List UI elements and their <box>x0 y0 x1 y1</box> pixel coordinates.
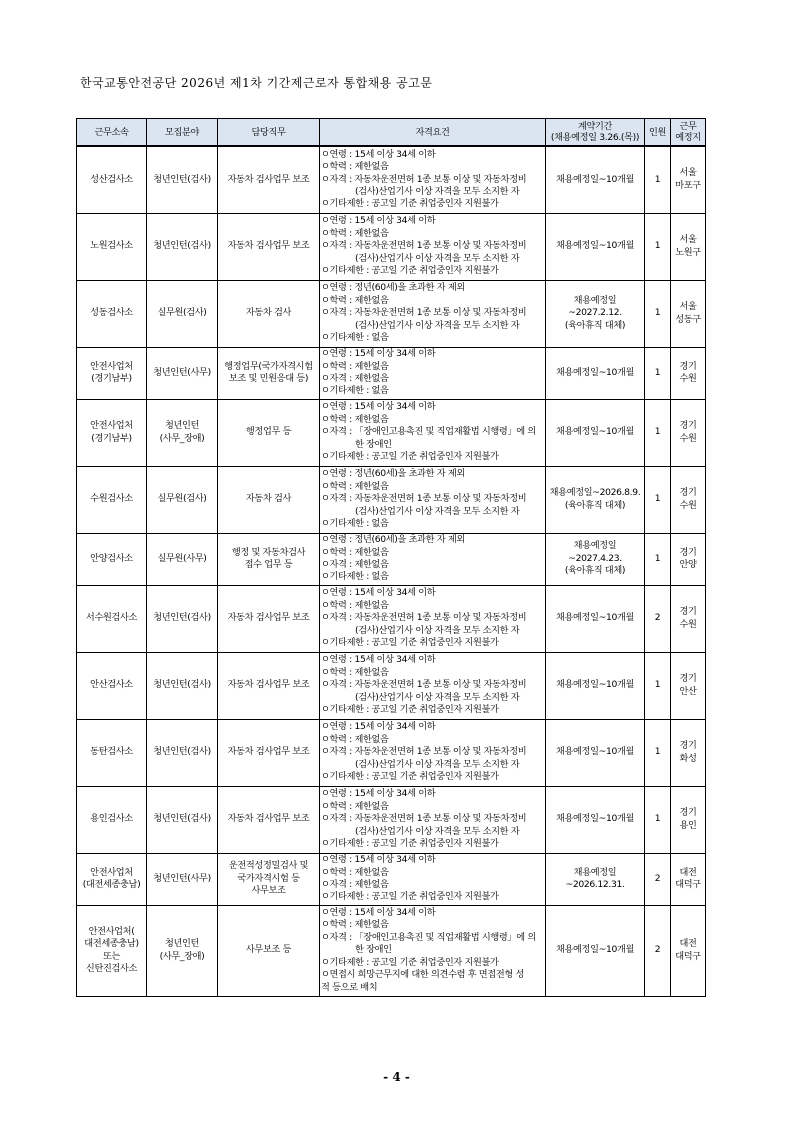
cell-location-line: 수원 <box>679 618 697 630</box>
header-duty: 담당직무 <box>218 119 320 147</box>
cell-dept-line: 수원검사소 <box>90 493 133 505</box>
recruitment-table <box>76 118 706 997</box>
cell-location-line: 경기 <box>679 420 697 432</box>
cell-requirements <box>320 652 546 719</box>
cell-dept <box>77 905 147 996</box>
cell-count: 1 <box>645 533 671 585</box>
cell-dept-line: 성동검사소 <box>90 307 133 319</box>
cell-contract <box>546 719 645 786</box>
cell-duty-line: 사무보조 <box>251 885 286 897</box>
cell-dept-line: 용인검사소 <box>90 813 133 825</box>
cell-count: 2 <box>645 905 671 996</box>
cell-duty <box>218 347 320 399</box>
cell-field <box>147 585 218 652</box>
requirement-line: ㅇ자격 : 「장애인고용촉진 및 직업재활법 시행령」에 의 <box>321 931 536 943</box>
cell-dept <box>77 280 147 347</box>
table-row <box>77 719 706 786</box>
cell-duty <box>218 905 320 996</box>
cell-field-line: 청년인턴(사무) <box>153 366 211 378</box>
cell-field-line: 청년인턴(검사) <box>153 679 211 691</box>
requirement-line: ㅇ학력 : 제한없음 <box>321 227 389 239</box>
requirement-line: (검사)산업기사 이상 자격을 모두 소지한 자 <box>355 691 520 703</box>
cell-location <box>671 213 706 280</box>
header-location-line1: 근무 <box>679 121 697 132</box>
cell-dept <box>77 786 147 853</box>
requirement-line: ㅇ기타제한 : 없음 <box>321 518 389 530</box>
cell-dept <box>77 213 147 280</box>
cell-dept-line: 안전사업처 <box>90 360 133 372</box>
requirement-line: ㅇ기타제한 : 공고일 기준 취업중인자 지원불가 <box>321 956 499 968</box>
requirement-line: ㅇ연령 : 정년(60세)을 초과한 자 제외 <box>321 282 465 294</box>
cell-dept-line: (경기남부) <box>91 432 132 444</box>
requirement-line: ㅇ자격 : 자동차운전면허 1종 보통 이상 및 자동차정비 <box>321 679 527 691</box>
cell-location-line: 경기 <box>679 487 697 499</box>
requirement-line: (검사)산업기사 이상 자격을 모두 소지한 자 <box>355 758 520 770</box>
cell-contract-line: 채용예정일~10개월 <box>555 612 634 624</box>
cell-duty-line: 자동차 검사업무 보조 <box>227 240 310 252</box>
requirement-line: ㅇ자격 : 「장애인고용촉진 및 직업재활법 시행령」에 의 <box>321 426 536 438</box>
cell-field-line: 실무원(검사) <box>157 493 207 505</box>
cell-location-line: 수원 <box>679 432 697 444</box>
cell-duty <box>218 466 320 533</box>
cell-dept <box>77 585 147 652</box>
cell-duty <box>218 786 320 853</box>
cell-field-line: 청년인턴(검사) <box>153 240 211 252</box>
requirement-line: ㅇ학력 : 제한없음 <box>321 161 389 173</box>
requirement-line: ㅇ기타제한 : 공고일 기준 취업중인자 지원불가 <box>321 838 499 850</box>
cell-count: 1 <box>645 399 671 466</box>
cell-location-line: 화성 <box>679 752 697 764</box>
table-row <box>77 347 706 399</box>
requirement-line: ㅇ자격 : 자동차운전면허 1종 보통 이상 및 자동차정비 <box>321 307 527 319</box>
requirement-line: ㅇ연령 : 15세 이상 34세 이하 <box>321 788 436 800</box>
cell-location-line: 안산 <box>679 685 697 697</box>
cell-field-line: 실무원(사무) <box>157 552 207 564</box>
requirement-line: ㅇ자격 : 자동차운전면허 1종 보통 이상 및 자동차정비 <box>321 612 527 624</box>
requirement-line: ㅇ기타제한 : 공고일 기준 취업중인자 지원불가 <box>321 451 499 463</box>
cell-duty-line: 자동차 검사업무 보조 <box>227 813 310 825</box>
cell-location-line: 서울 <box>679 167 697 179</box>
header-location-line2: 예정지 <box>675 132 701 143</box>
requirement-line: ㅇ연령 : 15세 이상 34세 이하 <box>321 148 436 160</box>
requirement-line: ㅇ연령 : 15세 이상 34세 이하 <box>321 401 436 413</box>
cell-location-line: 서울 <box>679 301 697 313</box>
cell-contract-line: (육아휴직 대체) <box>564 319 626 331</box>
header-count: 인원 <box>645 119 671 147</box>
requirement-line: ㅇ기타제한 : 공고일 기준 취업중인자 지원불가 <box>321 265 499 277</box>
cell-requirements <box>320 280 546 347</box>
cell-dept <box>77 146 147 213</box>
header-location <box>671 119 706 147</box>
cell-location-line: 서울 <box>679 234 697 246</box>
requirement-line: ㅇ자격 : 자동차운전면허 1종 보통 이상 및 자동차정비 <box>321 813 527 825</box>
requirement-line: ㅇ자격 : 자동차운전면허 1종 보통 이상 및 자동차정비 <box>321 746 527 758</box>
page-number: - 4 - <box>383 1070 410 1084</box>
cell-dept <box>77 853 147 905</box>
cell-count: 1 <box>645 652 671 719</box>
cell-location-line: 경기 <box>679 807 697 819</box>
cell-dept-line: 안전사업처( <box>88 925 135 937</box>
cell-count: 1 <box>645 466 671 533</box>
table-row <box>77 146 706 213</box>
cell-location-line: 수원 <box>679 373 697 384</box>
cell-requirements <box>320 146 546 213</box>
requirement-line: 적 등으로 배치 <box>321 981 378 993</box>
cell-contract <box>546 146 645 213</box>
cell-dept <box>77 533 147 585</box>
requirement-line: ㅇ학력 : 제한없음 <box>321 480 389 492</box>
cell-contract <box>546 853 645 905</box>
cell-contract <box>546 280 645 347</box>
cell-field-line: (사무_장애) <box>159 950 205 962</box>
cell-field-line: 실무원(검사) <box>157 307 207 319</box>
cell-dept-line: 안양검사소 <box>90 552 133 564</box>
requirement-line: ㅇ자격 : 자동차운전면허 1종 보통 이상 및 자동차정비 <box>321 240 527 252</box>
requirement-line: (검사)산업기사 이상 자격을 모두 소지한 자 <box>355 505 520 517</box>
requirement-line: (검사)산업기사 이상 자격을 모두 소지한 자 <box>355 624 520 636</box>
cell-field <box>147 280 218 347</box>
cell-requirements <box>320 905 546 996</box>
header-dept: 근무소속 <box>77 119 147 147</box>
cell-location <box>671 853 706 905</box>
cell-duty-line: 자동차 검사업무 보조 <box>227 746 310 758</box>
cell-field <box>147 466 218 533</box>
cell-contract-line: 채용예정일~10개월 <box>555 426 634 438</box>
table-row <box>77 853 706 905</box>
cell-duty-line: 자동차 검사업무 보조 <box>227 679 310 691</box>
cell-location <box>671 719 706 786</box>
cell-count: 1 <box>645 347 671 399</box>
cell-dept-line: 성산검사소 <box>90 173 133 185</box>
cell-field <box>147 213 218 280</box>
cell-contract <box>546 905 645 996</box>
requirement-line: ㅇ자격 : 제한없음 <box>321 373 389 384</box>
cell-location <box>671 347 706 399</box>
cell-field-line: 청년인턴 <box>164 938 200 950</box>
requirement-line: ㅇ학력 : 제한없음 <box>321 866 389 878</box>
requirement-line: ㅇ학력 : 제한없음 <box>321 666 389 678</box>
cell-field-line: (사무_장애) <box>159 432 205 444</box>
cell-location-line: 대덕구 <box>675 950 701 962</box>
cell-location-line: 경기 <box>679 606 697 618</box>
cell-location-line: 대전 <box>679 938 697 950</box>
requirement-line: ㅇ기타제한 : 없음 <box>321 571 389 583</box>
requirement-line: ㅇ학력 : 제한없음 <box>321 919 389 931</box>
table-row <box>77 280 706 347</box>
requirement-line: 한 장애인 <box>355 944 392 956</box>
cell-dept <box>77 399 147 466</box>
cell-duty-line: 사무보조 등 <box>245 944 292 956</box>
requirement-line: ㅇ연령 : 15세 이상 34세 이하 <box>321 907 436 919</box>
requirement-line: ㅇ연령 : 정년(60세)을 초과한 자 제외 <box>321 534 465 546</box>
cell-field-line: 청년인턴(사무) <box>153 872 211 884</box>
cell-dept-line: 또는 <box>102 950 121 962</box>
cell-location-line: 경기 <box>679 673 697 685</box>
requirement-line: ㅇ자격 : 제한없음 <box>321 879 389 890</box>
requirement-line: ㅇ학력 : 제한없음 <box>321 413 389 425</box>
cell-field-line: 청년인턴(검사) <box>153 746 211 758</box>
cell-dept <box>77 466 147 533</box>
requirement-line: ㅇ연령 : 15세 이상 34세 이하 <box>321 854 436 866</box>
requirement-line: ㅇ자격 : 자동차운전면허 1종 보통 이상 및 자동차정비 <box>321 493 527 505</box>
cell-duty-line: 행정업무 등 <box>245 426 292 438</box>
requirement-line: (검사)산업기사 이상 자격을 모두 소지한 자 <box>355 825 520 837</box>
requirement-line: ㅇ연령 : 15세 이상 34세 이하 <box>321 587 436 599</box>
cell-location-line: 마포구 <box>675 179 701 191</box>
requirement-line: ㅇ학력 : 제한없음 <box>321 599 389 611</box>
table-row <box>77 466 706 533</box>
cell-location <box>671 399 706 466</box>
cell-dept <box>77 719 147 786</box>
cell-contract-line: 채용예정일~10개월 <box>555 679 634 691</box>
cell-contract <box>546 213 645 280</box>
cell-field <box>147 719 218 786</box>
requirement-line: ㅇ기타제한 : 공고일 기준 취업중인자 지원불가 <box>321 198 499 210</box>
cell-contract-line: 채용예정일~2026.12.31. <box>565 866 625 890</box>
cell-contract-line: 채용예정일~10개월 <box>555 366 634 378</box>
requirement-line: ㅇ연령 : 15세 이상 34세 이하 <box>321 348 436 360</box>
cell-dept-line: (경기남부) <box>91 373 132 384</box>
cell-location <box>671 533 706 585</box>
cell-field <box>147 533 218 585</box>
table-row <box>77 533 706 585</box>
requirement-line: ㅇ기타제한 : 공고일 기준 취업중인자 지원불가 <box>321 891 499 903</box>
requirement-line: ㅇ학력 : 제한없음 <box>321 546 389 558</box>
header-field: 모집분야 <box>147 119 218 147</box>
table-row <box>77 585 706 652</box>
header-contract-line2: (채용예정일 3.26.(목)) <box>550 132 640 143</box>
cell-contract-line: (육아휴직 대체) <box>564 565 626 577</box>
cell-duty-line: 운전적성정밀검사 및 <box>228 860 309 872</box>
cell-requirements <box>320 786 546 853</box>
requirement-line: ㅇ학력 : 제한없음 <box>321 800 389 812</box>
cell-duty-line: 국가자격시험 등 <box>237 872 300 884</box>
cell-count: 1 <box>645 280 671 347</box>
cell-contract <box>546 533 645 585</box>
cell-duty-line: 자동차 검사업무 보조 <box>227 173 310 185</box>
cell-requirements <box>320 585 546 652</box>
requirement-line: ㅇ기타제한 : 공고일 기준 취업중인자 지원불가 <box>321 704 499 716</box>
cell-contract-line: 채용예정일~2027.4.23. <box>568 540 622 564</box>
cell-dept-line: (대전세종충남) <box>82 879 141 890</box>
cell-duty <box>218 853 320 905</box>
cell-field <box>147 786 218 853</box>
requirement-line: ㅇ기타제한 : 없음 <box>321 385 389 397</box>
cell-dept-line: 안전사업처 <box>90 420 133 432</box>
header-requirements: 자격요건 <box>320 119 546 147</box>
requirement-line: ㅇ기타제한 : 없음 <box>321 332 389 344</box>
cell-contract <box>546 347 645 399</box>
cell-dept-line: 신탄진검사소 <box>85 962 138 974</box>
cell-location-line: 수원 <box>679 499 697 511</box>
cell-field-line: 청년인턴(검사) <box>153 813 211 825</box>
cell-contract-line: 채용예정일~10개월 <box>555 173 634 185</box>
cell-field <box>147 853 218 905</box>
requirement-line: ㅇ기타제한 : 공고일 기준 취업중인자 지원불가 <box>321 637 499 649</box>
cell-contract <box>546 652 645 719</box>
cell-contract <box>546 585 645 652</box>
cell-contract-line: 채용예정일~10개월 <box>555 813 634 825</box>
document-title: 한국교통안전공단 2026년 제1차 기간제근로자 통합채용 공고문 <box>80 76 433 90</box>
requirement-line: ㅇ자격 : 제한없음 <box>321 559 389 570</box>
cell-location <box>671 786 706 853</box>
cell-field <box>147 652 218 719</box>
cell-field <box>147 146 218 213</box>
cell-location-line: 경기 <box>679 546 697 558</box>
cell-requirements <box>320 347 546 399</box>
table-body <box>77 146 706 996</box>
cell-location-line: 용인 <box>679 819 697 831</box>
cell-requirements <box>320 853 546 905</box>
cell-duty <box>218 146 320 213</box>
cell-count: 2 <box>645 853 671 905</box>
cell-location-line: 성동구 <box>675 313 701 325</box>
requirement-line: ㅇ연령 : 15세 이상 34세 이하 <box>321 654 436 666</box>
requirement-line: ㅇ연령 : 15세 이상 34세 이하 <box>321 215 436 227</box>
cell-requirements <box>320 399 546 466</box>
cell-requirements <box>320 719 546 786</box>
cell-contract <box>546 786 645 853</box>
requirement-line: ㅇ면접시 희망근무지에 대한 의견수렴 후 면접전형 성 <box>321 969 524 981</box>
cell-contract-line: 채용예정일~10개월 <box>555 944 634 956</box>
table-header-row <box>77 119 706 147</box>
requirement-line: (검사)산업기사 이상 자격을 모두 소지한 자 <box>355 185 520 197</box>
cell-duty-line: 행정 및 자동차검사 <box>231 546 306 558</box>
cell-duty <box>218 533 320 585</box>
cell-duty <box>218 213 320 280</box>
requirement-line: ㅇ기타제한 : 공고일 기준 취업중인자 지원불가 <box>321 771 499 783</box>
cell-duty-line: 자동차 검사업무 보조 <box>227 612 310 624</box>
cell-dept-line: 안전사업처 <box>90 866 133 878</box>
cell-count: 1 <box>645 719 671 786</box>
cell-location <box>671 585 706 652</box>
cell-field-line: 청년인턴 <box>164 420 200 432</box>
cell-duty-line: 행정업무(국가자격시험 <box>224 360 313 372</box>
cell-dept <box>77 652 147 719</box>
cell-contract-line: 채용예정일~10개월 <box>555 746 634 758</box>
cell-location-line: 경기 <box>679 360 697 372</box>
cell-field <box>147 399 218 466</box>
cell-dept <box>77 347 147 399</box>
cell-location-line: 대덕구 <box>675 879 701 890</box>
table-row <box>77 786 706 853</box>
cell-duty-line: 보조 및 민원응대 등) <box>228 373 309 384</box>
cell-location <box>671 905 706 996</box>
cell-duty <box>218 399 320 466</box>
header-contract <box>546 119 645 147</box>
cell-count: 1 <box>645 786 671 853</box>
cell-contract-line: 채용예정일~2027.2.12. <box>568 294 622 319</box>
cell-duty-line: 자동차 검사 <box>245 307 292 319</box>
table-row <box>77 213 706 280</box>
requirement-line: (검사)산업기사 이상 자격을 모두 소지한 자 <box>355 319 520 331</box>
cell-dept-line: 노원검사소 <box>90 240 133 252</box>
header-contract-line1: 계약기간 <box>577 121 613 132</box>
cell-dept-line: 대전세종충남) <box>84 938 139 950</box>
cell-contract-line: 채용예정일~2026.8.9. <box>549 487 641 499</box>
requirement-line: ㅇ학력 : 제한없음 <box>321 360 389 372</box>
cell-location-line: 대전 <box>679 866 697 878</box>
cell-count: 1 <box>645 213 671 280</box>
cell-duty <box>218 585 320 652</box>
cell-field <box>147 905 218 996</box>
cell-dept-line: 서수원검사소 <box>85 612 138 624</box>
cell-location <box>671 466 706 533</box>
cell-contract <box>546 466 645 533</box>
cell-field-line: 청년인턴(검사) <box>153 173 211 185</box>
requirement-line: ㅇ연령 : 정년(60세)을 초과한 자 제외 <box>321 468 465 480</box>
cell-count: 2 <box>645 585 671 652</box>
cell-location-line: 안양 <box>679 559 697 570</box>
cell-contract <box>546 399 645 466</box>
requirement-line: ㅇ학력 : 제한없음 <box>321 294 389 306</box>
cell-duty <box>218 719 320 786</box>
cell-dept-line: 동탄검사소 <box>90 746 133 758</box>
cell-contract-line: 채용예정일~10개월 <box>555 240 634 252</box>
cell-dept-line: 안산검사소 <box>90 679 133 691</box>
table-row <box>77 905 706 996</box>
cell-requirements <box>320 533 546 585</box>
cell-count: 1 <box>645 146 671 213</box>
cell-duty <box>218 280 320 347</box>
table-row <box>77 652 706 719</box>
requirement-line: ㅇ자격 : 자동차운전면허 1종 보통 이상 및 자동차정비 <box>321 173 527 185</box>
requirement-line: ㅇ학력 : 제한없음 <box>321 733 389 745</box>
cell-location <box>671 652 706 719</box>
cell-duty <box>218 652 320 719</box>
cell-location <box>671 280 706 347</box>
cell-duty-line: 자동차 검사 <box>245 493 292 505</box>
table-row <box>77 399 706 466</box>
requirement-line: ㅇ연령 : 15세 이상 34세 이하 <box>321 721 436 733</box>
requirement-line: (검사)산업기사 이상 자격을 모두 소지한 자 <box>355 252 520 264</box>
cell-field <box>147 347 218 399</box>
cell-duty-line: 접수 업무 등 <box>244 559 293 570</box>
cell-contract-line: (육아휴직 대체) <box>564 499 626 511</box>
cell-requirements <box>320 466 546 533</box>
requirement-line: 한 장애인 <box>355 438 392 450</box>
cell-requirements <box>320 213 546 280</box>
cell-location-line: 노원구 <box>675 246 701 258</box>
cell-location-line: 경기 <box>679 740 697 752</box>
cell-location <box>671 146 706 213</box>
cell-field-line: 청년인턴(검사) <box>153 612 211 624</box>
